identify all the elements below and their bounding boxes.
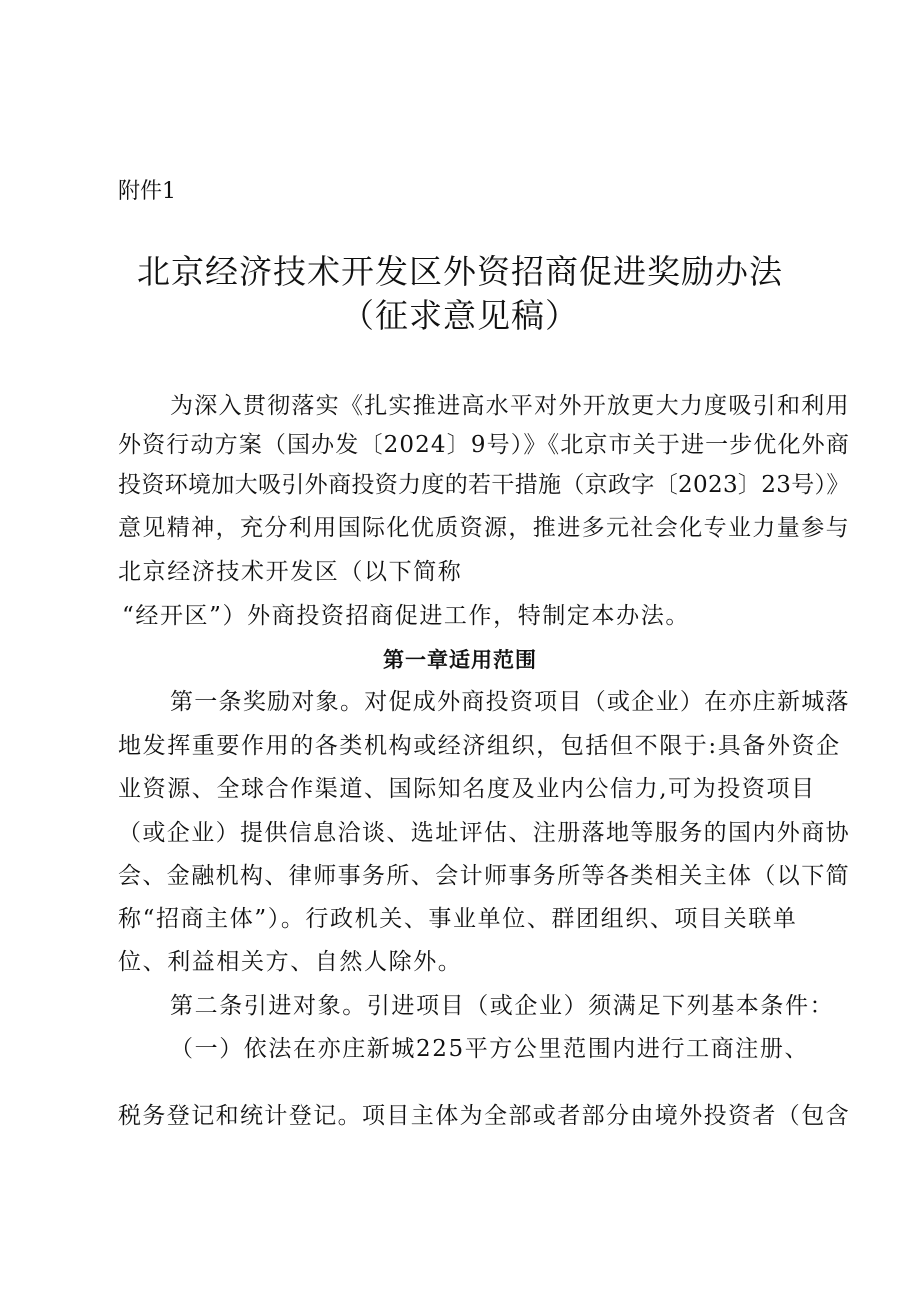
chapter-heading: 第一章适用范围 bbox=[383, 648, 537, 672]
article1-line: 称“招商主体”）。行政机关、事业单位、群团组织、项目关联单 bbox=[118, 906, 798, 932]
article2-item1-line: （一）依法在亦庄新城225平方公里范围内进行工商注册、 bbox=[170, 1036, 810, 1062]
article1-line: 位、利益相关方、自然人除外。 bbox=[118, 949, 463, 975]
document-subtitle: （征求意见稿） bbox=[341, 296, 579, 335]
preamble-line: “经开区”）外商投资招商促进工作，特制定本办法。 bbox=[122, 603, 690, 629]
article1-line: 第一条奖励对象。对促成外商投资项目（或企业）在亦庄新城落 bbox=[170, 689, 850, 715]
article2-item1-line: 税务登记和统计登记。项目主体为全部或者部分由境外投资者（包含 bbox=[118, 1103, 850, 1129]
article1-line: （或企业）提供信息洽谈、选址评估、注册落地等服务的国内外商协 bbox=[118, 820, 850, 846]
preamble-line: 为深入贯彻落实《扎实推进高水平对外开放更大力度吸引和利用 bbox=[170, 393, 850, 419]
article1-line: 地发挥重要作用的各类机构或经济组织，包括但不限于:具备外资企 bbox=[118, 733, 841, 759]
preamble-line: 北京经济技术开发区（以下简称 bbox=[118, 559, 463, 585]
article1-line: 业资源、全球合作渠道、国际知名度及业内公信力,可为投资项目 bbox=[118, 776, 816, 802]
attachment-label: 附件1 bbox=[118, 179, 176, 204]
article2-intro: 第二条引进对象。引进项目（或企业）须满足下列基本条件： bbox=[170, 993, 835, 1019]
preamble-line: 投资环境加大吸引外商投资力度的若干措施（京政字〔2023〕23号）》 bbox=[118, 472, 850, 498]
preamble-line: 外资行动方案（国办发〔2024〕9号）》《北京市关于进一步优化外商 bbox=[118, 432, 850, 458]
article1-line: 会、金融机构、律师事务所、会计师事务所等各类相关主体（以下简 bbox=[118, 863, 850, 889]
document-title: 北京经济技术开发区外资招商促进奖励办法 bbox=[137, 252, 783, 291]
preamble-line: 意见精神，充分利用国际化优质资源，推进多元社会化专业力量参与 bbox=[118, 515, 850, 541]
